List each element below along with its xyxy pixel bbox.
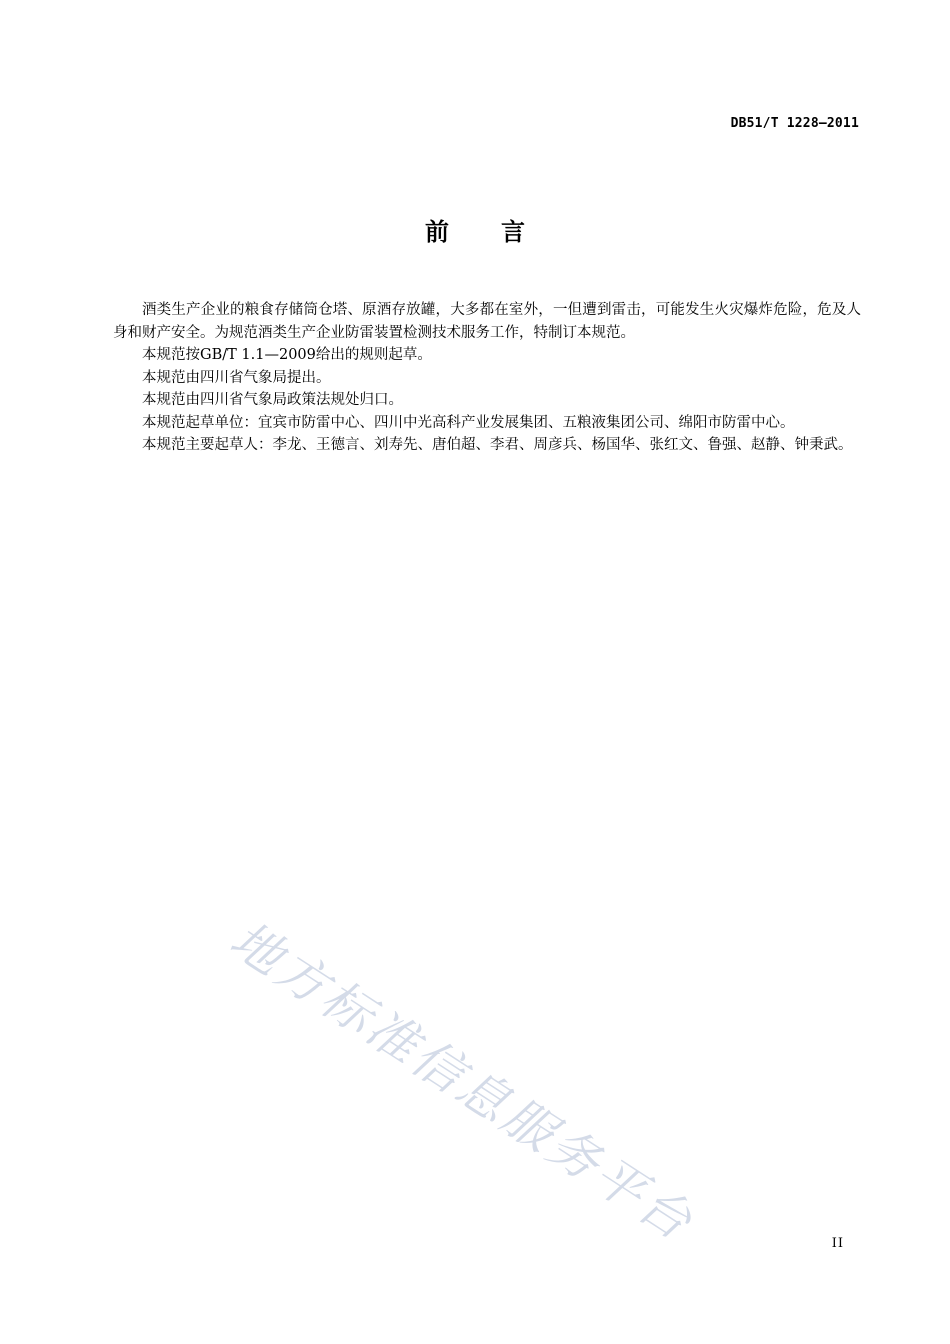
paragraph-purpose: 酒类生产企业的粮食存储筒仓塔、原酒存放罐，大多都在室外，一但遭到雷击，可能发生火灾爆炸危险，危及人身和财产安全。为规范酒类生产企业防雷装置检测技术服务工作，特制订本规范。	[113, 302, 861, 341]
foreword-body	[113, 299, 861, 457]
paragraph-administrator: 本规范由四川省气象局政策法规处归口。	[142, 392, 403, 408]
watermark: 地方标准信息服务平台	[220, 910, 705, 1253]
paragraph-drafters: 本规范主要起草人：李龙、王德言、刘寿先、唐伯超、李君、周彦兵、杨国华、张红文、鲁强、赵静、钟秉武。	[142, 437, 853, 453]
page-title	[0, 212, 950, 247]
paragraph-drafting-units: 本规范起草单位：宜宾市防雷中心、四川中光高科产业发展集团、五粮液集团公司、绵阳市防雷中心。	[142, 414, 795, 431]
paragraph-proposer: 本规范由四川省气象局提出。	[142, 369, 331, 386]
document-code: DB51/T 1228—2011	[730, 116, 859, 131]
page-number: II	[831, 1236, 844, 1251]
title-char-2: 言	[501, 218, 525, 246]
paragraph-drafting-rules: 本规范按GB/T 1.1—2009给出的规则起草。	[142, 347, 432, 363]
title-char-1: 前	[425, 218, 449, 246]
